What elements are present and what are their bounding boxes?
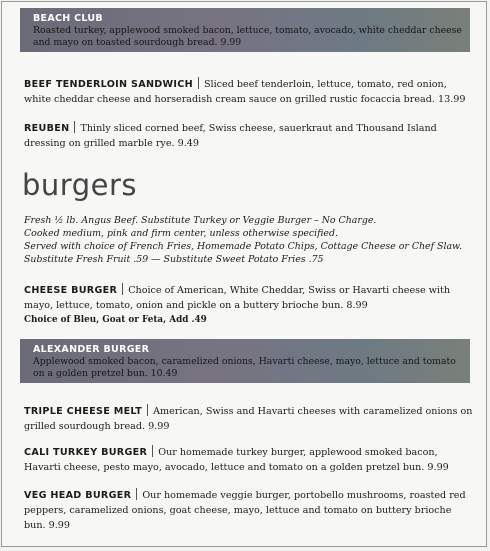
menu-item-triple-cheese-melt [24,404,474,434]
menu-item-cheese-burger [24,283,474,328]
item-name: CHEESE BURGER [24,285,118,296]
menu-item-reuben [24,121,474,151]
separator [147,404,148,416]
burgers-notes [24,214,474,266]
menu-item-alexander-burger [20,339,470,383]
item-name: BEACH CLUB [33,13,103,24]
item-name: REUBEN [24,123,70,134]
note-line: Served with choice of French Fries, Homemade Potato Chips, Cottage Cheese or Chef Slaw. [24,241,462,252]
menu-page [1,1,487,547]
item-name: CALI TURKEY BURGER [24,447,148,458]
item-description: Choice of American, White Cheddar, Swiss or Havarti cheese with mayo, lettuce, tomato, onion and pickle on a buttery brioche bun. 8.99 [24,285,451,311]
item-name: TRIPLE CHEESE MELT [24,406,143,417]
item-name: ALEXANDER BURGER [33,344,150,355]
menu-item-beef-tenderloin [24,77,474,107]
menu-item-veg-head-burger [24,488,474,533]
item-addon: Choice of Bleu, Goat or Feta, Add .49 [24,315,207,325]
item-description: Sliced beef tenderloin, lettuce, tomato, red onion, white cheddar cheese and horseradish cream sauce on grilled rustic focaccia bread. 13.99 [24,79,466,105]
item-description: Roasted turkey, applewood smoked bacon, lettuce, tomato, avocado, white cheddar cheese and mayo on toasted sourdough bread. 9.99 [33,25,462,48]
separator [136,488,137,500]
separator [152,445,153,457]
note-line: Fresh ½ lb. Angus Beef. Substitute Turkey or Veggie Burger – No Charge. [24,215,377,226]
menu-item-beach-club [20,8,470,52]
menu-item-cali-turkey-burger [24,445,474,475]
section-title-burgers: burgers [22,168,137,202]
item-description: Our homemade veggie burger, portobello mushrooms, roasted red peppers, caramelized onions, goat cheese, mayo, lettuce and tomato on buttery brioche bun. 9.99 [24,490,466,531]
item-description: Thinly sliced corned beef, Swiss cheese, sauerkraut and Thousand Island dressing on grilled marble rye. 9.49 [24,123,437,149]
note-line: Cooked medium, pink and firm center, unless otherwise specified. [24,228,338,239]
note-line: Substitute Fresh Fruit .59 — Substitute Sweet Potato Fries .75 [24,254,324,265]
separator [198,77,199,89]
item-name: BEEF TENDERLOIN SANDWICH [24,79,193,90]
item-description: American, Swiss and Havarti cheeses with caramelized onions on grilled sourdough bread. 9.99 [24,406,473,432]
separator [122,283,123,295]
item-description: Applewood smoked bacon, caramelized onions, Havarti cheese, mayo, lettuce and tomato on a golden pretzel bun. 10.49 [33,356,456,379]
item-name: VEG HEAD BURGER [24,490,132,501]
item-description: Our homemade turkey burger, applewood smoked bacon, Havarti cheese, pesto mayo, avocado, lettuce and tomato on a golden pretzel bun. 9.99 [24,447,449,473]
separator [74,121,75,133]
